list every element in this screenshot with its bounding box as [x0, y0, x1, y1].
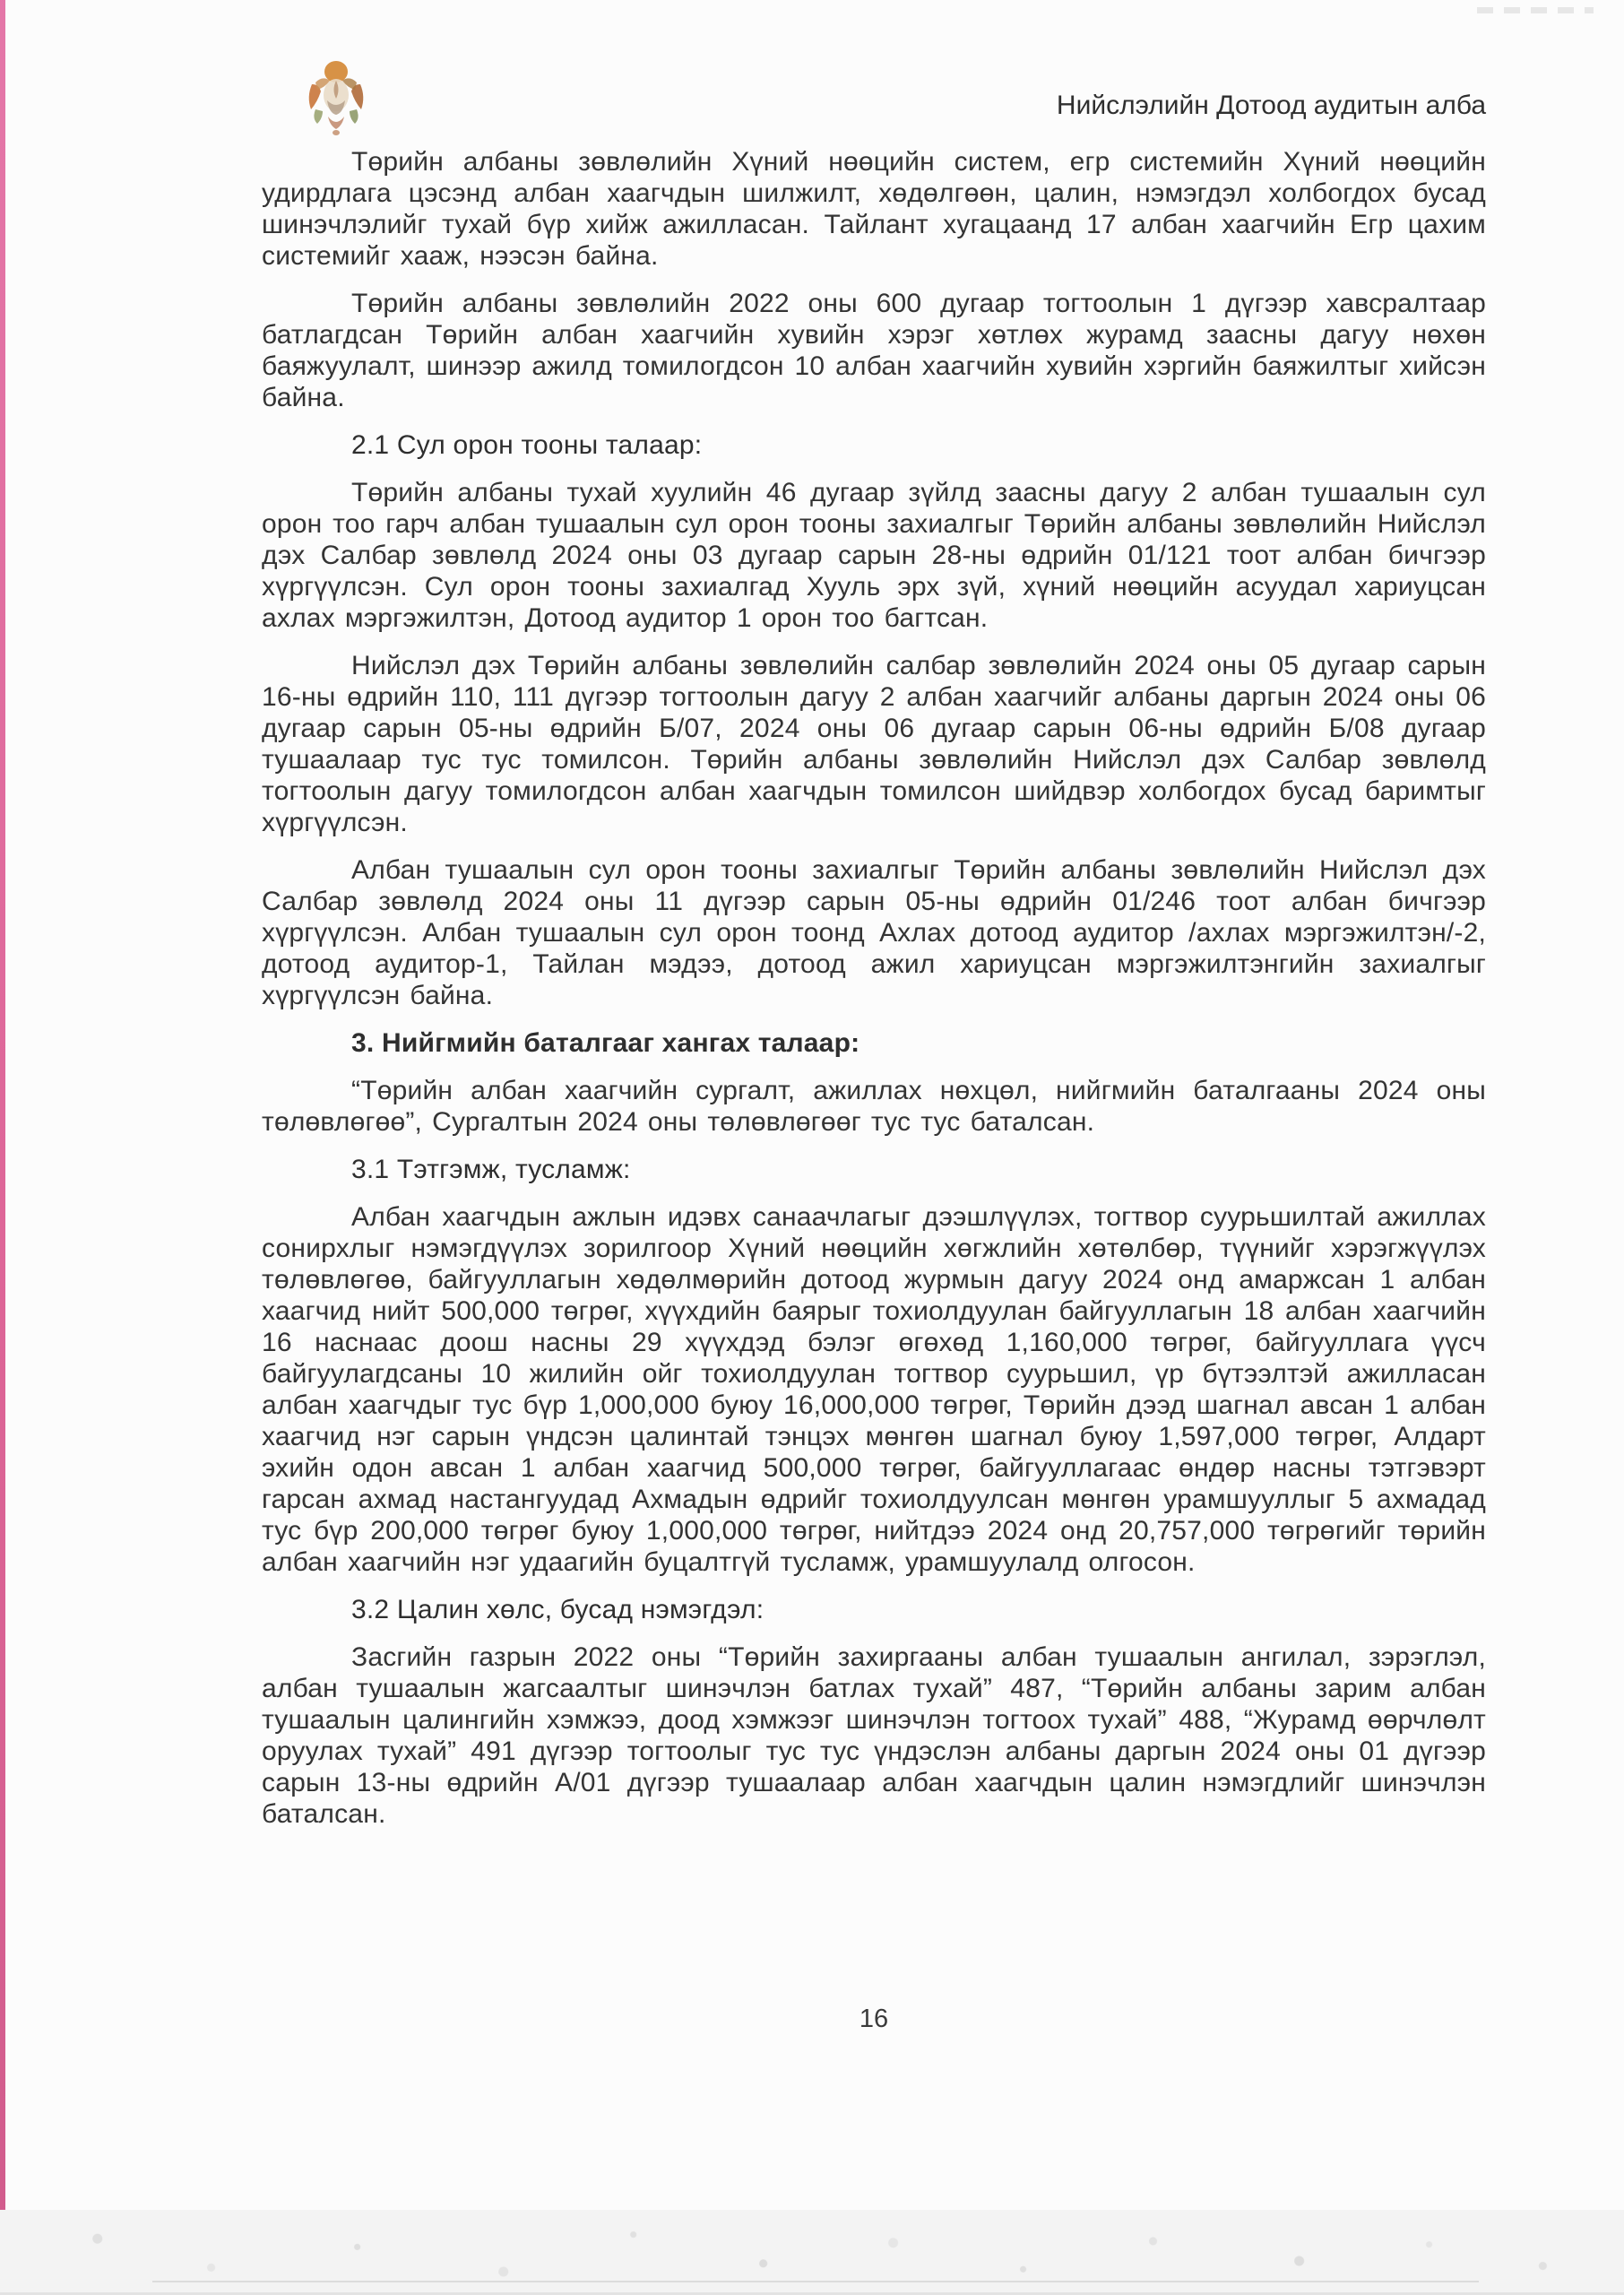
scan-edge-stripe	[0, 0, 5, 2295]
section-heading-2-1: 2.1 Сул орон тооны талаар:	[351, 430, 703, 460]
section-heading-3: 3. Нийгмийн баталгааг хангах талаар:	[351, 1028, 860, 1058]
section-heading-3-1: 3.1 Тэтгэмж, тусламж:	[351, 1155, 631, 1184]
paragraph-vacancy-request: Албан тушаалын сул орон тооны захиалгыг Төрийн албаны зөвлөлийн Нийслэл дэх Салбар зөвлөлд 2024 оны 11 дүгээр сарын 05-ны өдрийн 01/246 тоот албан бичгээр хүргүүлсэн. Албан тушаалын сул орон тоонд Ахлах дотоод аудитор /ахлах мэргэжилтэн/-2, дотоод аудитор-1, Тайлан мэдээ, дотоод ажил хариуцсан мэргэжилтэнгийн захиалгыг хүргүүлсэн байна.	[262, 855, 1486, 1010]
paragraph-salary-update: Засгийн газрын 2022 оны “Төрийн захиргааны албан тушаалын ангилал, зэрэглэл, албан тушаалын жагсаалтыг шинэчлэн батлах тухай” 487, “Төрийн албаны зарим албан тушаалын цалингийн хэмжээ, доод хэмжээг шинэчлэн тогтоох тухай” 488, “Журамд өөрчлөлт оруулах тухай” 491 дүгээр тогтоолыг тус тус үндэслэн албаны даргын 2024 оны 01 дүгээр сарын 13-ны өдрийн А/01 дүгээр тушаалаар албан хаагчдын цалин нэмэгдлийг шинэчлэн баталсан.	[262, 1642, 1486, 1829]
paragraph-social-guarantee-plan: “Төрийн албан хаагчийн сургалт, ажиллах нөхцөл, нийгмийн баталгааны 2024 оны төлөвлөгөө”, Сургалтын 2024 оны төлөвлөгөөг тус тус баталсан.	[262, 1076, 1486, 1137]
scan-noise-mark	[1477, 7, 1594, 13]
document-body	[262, 90, 1486, 1846]
paragraph-personal-files: Төрийн албаны зөвлөлийн 2022 оны 600 дугаар тогтоолын 1 дүгээр хавсралтаар батлагдсан Төрийн албан хаагчийн хувийн хэрэг хөтлөх журамд заасны дагуу нөхөн баяжуулалт, шинээр ажилд томилогдсон 10 албан хаагчийн хувийн хэргийн баяжилтыг хийсэн байна.	[262, 289, 1486, 412]
paragraph-vacancy-order: Төрийн албаны тухай хуулийн 46 дугаар зүйлд заасны дагуу 2 албан тушаалын сул орон тоо гарч албан тушаалын сул орон тооны захиалгыг Төрийн албаны зөвлөлийн Нийслэл дэх Салбар зөвлөлд 2024 оны 03 дугаар сарын 28-ны өдрийн 01/121 тоот албан бичгээр хүргүүлсэн. Сул орон тооны захиалгад Хууль эрх зүй, хүний нөөцийн асуудал хариуцсан ахлах мэргэжилтэн, Дотоод аудитор 1 орон тоо багтсан.	[262, 478, 1486, 633]
bottom-scan-line	[152, 2281, 1479, 2282]
paragraph-hr-system: Төрийн албаны зөвлөлийн Хүний нөөцийн систем, егр системийн Хүний нөөцийн удирдлага цэсэнд албан хаагчдын шилжилт, хөдөлгөөн, цалин, нэмэгдэл холбогдох бусад шинэчлэлийг тухай бүр хийж ажилласан. Тайлант хугацаанд 17 албан хаагчийн Егр цахим системийг хааж, нээсэн байна.	[262, 147, 1486, 271]
section-heading-3-2: 3.2 Цалин хөлс, бусад нэмэгдэл:	[351, 1595, 764, 1624]
paragraph-appointments: Нийслэл дэх Төрийн албаны зөвлөлийн салбар зөвлөлийн 2024 оны 05 дугаар сарын 16-ны өдрийн 110, 111 дүгээр тогтоолын дагуу 2 албан хаагчийг албаны даргын 2024 оны 06 дугаар сарын 05-ны өдрийн Б/07, 2024 оны 06 дугаар сарын 06-ны өдрийн Б/08 дугаар тушаалаар тус тус томилсон. Төрийн албаны зөвлөлийн Нийслэл дэх Салбар зөвлөлд тогтоолын дагуу томилогдсон албан хаагчдын томилсон шийдвэр холбогдох бусад баримтыг хүргүүлсэн.	[262, 651, 1486, 837]
page-number: 16	[859, 2005, 889, 2033]
paragraph-benefits-allowances: Албан хаагчдын ажлын идэвх санаачлагыг дээшлүүлэх, тогтвор суурьшилтай ажиллах сонирхлыг нэмэгдүүлэх зорилгоор Хүний нөөцийн хөгжлийн хөтөлбөр, түүнийг хэрэгжүүлэх төлөвлөгөө, байгууллагын хөдөлмөрийн дотоод журмын дагуу 2024 онд амаржсан 1 албан хаагчид нийт 500,000 төгрөг, хүүхдийн баярыг тохиолдуулан байгууллагын 18 албан хаагчийн 16 наснаас доош насны 29 хүүхдэд бэлэг өгөхөд 1,160,000 төгрөг, байгууллага үүсч байгуулагдсаны 10 жилийн ойг тохиолдуулан тогтвор суурьшил, үр бүтээлтэй ажилласан албан хаагчдыг тус бүр 1,000,000 буюу 16,000,000 төгрөг, Төрийн дээд шагнал авсан 1 албан хаагчид нэг сарын үндсэн цалинтай тэнцэх мөнгөн шагнал буюу 1,597,000 төгрөг, Алдарт эхийн одон авсан 1 албан хаагчид 500,000 төгрөг, байгууллагаас өндөр насны тэтгэвэрт гарсан ахмад настангуудад Ахмадын өдрийг тохиолдуулсан мөнгөн урамшууллыг 5 ахмадад тус бүр 200,000 төгрөг буюу 1,000,000 төгрөг, нийтдээ 2024 онд 20,757,000 төгрөгийг төрийн албан хаагчийн нэг удаагийн буцалтгүй тусламж, урамшуулалд олгосон.	[262, 1202, 1486, 1577]
header-organization-name: Нийслэлийн Дотоод аудитын алба	[1056, 91, 1486, 120]
